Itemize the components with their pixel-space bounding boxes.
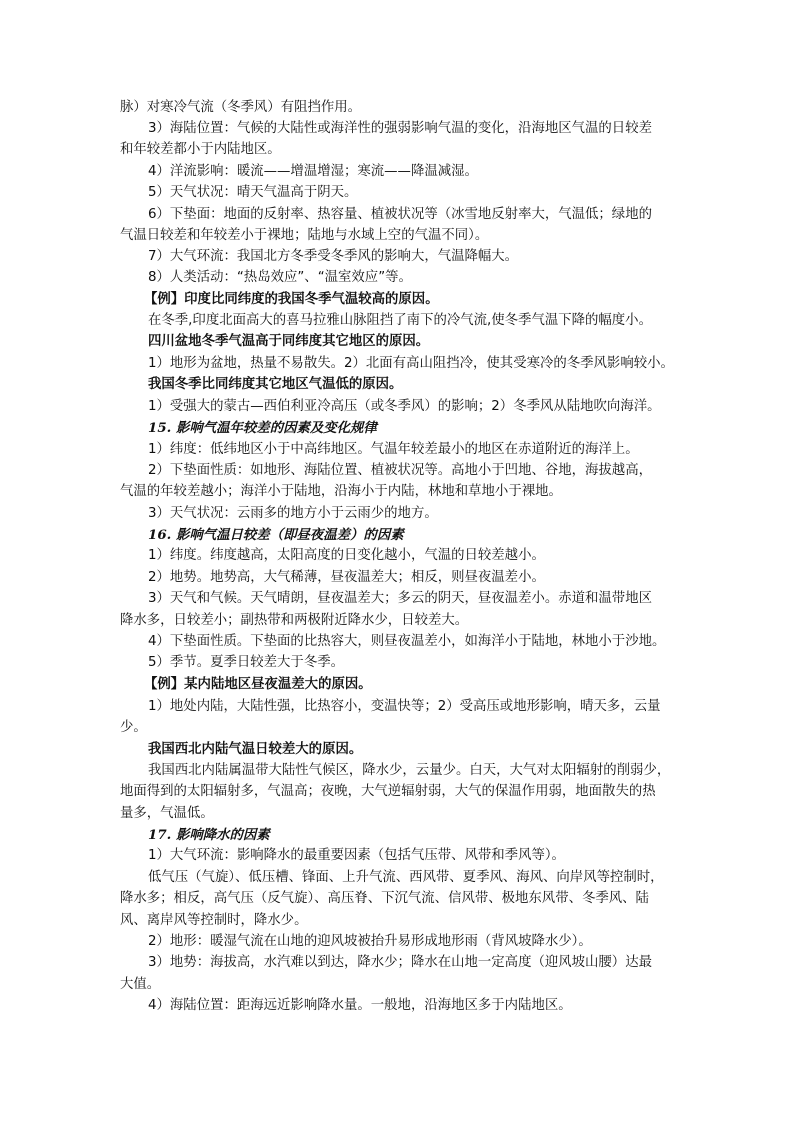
text-line: 7）大气环流：我国北方冬季受冬季风的影响大，气温降幅大。 <box>148 249 519 264</box>
question-heading: 四川盆地冬季气温高于同纬度其它地区的原因。 <box>148 334 430 349</box>
text-line: 气温日较差和年较差小于裸地；陆地与水域上空的气温不同）。 <box>120 228 489 243</box>
example-heading: 【例】某内陆地区昼夜温差大的原因。 <box>144 677 372 692</box>
text-line: 大值。 <box>120 977 161 992</box>
text-line: 2）下垫面性质：如地形、海陆位置、植被状况等。高地小于凹地、谷地，海拔越高， <box>148 463 652 478</box>
text-line: 1）地处内陆，大陆性强，比热容小，变温快等；2）受高压或地形影响，晴天多，云量 <box>148 699 661 714</box>
text-line: 脉）对寒冷气流（冬季风）有阻挡作用。 <box>120 100 362 115</box>
text-line: 4）海陆位置：距海远近影响降水量。一般地，沿海地区多于内陆地区。 <box>148 998 572 1013</box>
example-heading: 【例】印度比同纬度的我国冬季气温较高的原因。 <box>144 292 439 307</box>
text-line: 4）下垫面性质。下垫面的比热容大，则昼夜温差小，如海洋小于陆地，林地小于沙地。 <box>148 634 666 649</box>
text-line: 4）洋流影响：暖流——增温增湿；寒流——降温减湿。 <box>148 164 478 179</box>
text-line: 少。 <box>120 720 147 735</box>
text-line: 在冬季,印度北面高大的喜马拉雅山脉阻挡了南下的冷气流,使冬季气温下降的幅度小。 <box>148 313 652 328</box>
text-line: 3）海陆位置：气候的大陆性或海洋性的强弱影响气温的变化，沿海地区气温的日较差 <box>148 121 652 136</box>
text-line: 低气压（气旋）、低压槽、锋面、上升气流、西风带、夏季风、海风、向岸风等控制时， <box>148 870 664 885</box>
text-line: 3）天气状况：云雨多的地方小于云雨少的地方。 <box>148 506 438 521</box>
text-line: 1）地形为盆地，热量不易散失。2）北面有高山阻挡冷，使其受寒冷的冬季风影响较小。 <box>148 356 674 371</box>
text-line: 1）大气环流：影响降水的最重要因素（包括气压带、风带和季风等）。 <box>148 848 565 863</box>
text-line: 量多，气温低。 <box>120 806 214 821</box>
text-line: 2）地形：暖湿气流在山地的迎风坡被抬升易形成地形雨（背风坡降水少）。 <box>148 934 592 949</box>
text-line: 1）纬度：低纬地区小于中高纬地区。气温年较差最小的地区在赤道附近的海洋上。 <box>148 442 639 457</box>
text-line: 我国西北内陆属温带大陆性气候区，降水少，云量少。白天，大气对太阳辐射的削弱少， <box>148 763 671 778</box>
text-line: 风、离岸风等控制时，降水少。 <box>120 913 308 928</box>
text-line: 降水多，日较差小；副热带和两极附近降水少，日较差大。 <box>120 613 469 628</box>
text-line: 8）人类活动：“热岛效应”、“温室效应”等。 <box>148 270 412 285</box>
text-line: 3）地势：海拔高，水汽难以到达，降水少；降水在山地一定高度（迎风坡山腰）达最 <box>148 955 652 970</box>
text-line: 5）天气状况：晴天气温高于阴天。 <box>148 185 358 200</box>
text-line: 1）受强大的蒙古—西伯利亚冷高压（或冬季风）的影响；2）冬季风从陆地吹向海洋。 <box>148 399 661 414</box>
question-heading: 我国冬季比同纬度其它地区气温低的原因。 <box>148 377 403 392</box>
question-heading: 我国西北内陆气温日较差大的原因。 <box>148 742 363 757</box>
text-line: 5）季节。夏季日较差大于冬季。 <box>148 655 344 670</box>
text-line: 降水多；相反，高气压（反气旋）、高压脊、下沉气流、信风带、极地东风带、冬季风、陆 <box>120 891 649 906</box>
text-line: 3）天气和气候。天气晴朗，昼夜温差大；多云的阴天，昼夜温差小。赤道和温带地区 <box>148 591 652 606</box>
section-heading-16: 16. 影响气温日较差（即昼夜温差）的因素 <box>148 527 404 543</box>
text-line: 2）地势。地势高，大气稀薄，昼夜温差大；相反，则昼夜温差小。 <box>148 570 545 585</box>
text-line: 气温的年较差越小；海洋小于陆地，沿海小于内陆，林地和草地小于裸地。 <box>120 484 562 499</box>
text-line: 1）纬度。纬度越高，太阳高度的日变化越小，气温的日较差越小。 <box>148 548 545 563</box>
section-heading-17: 17. 影响降水的因素 <box>148 827 270 843</box>
section-heading-15: 15. 影响气温年较差的因素及变化规律 <box>148 420 377 436</box>
text-line: 6）下垫面：地面的反射率、热容量、植被状况等（冰雪地反射率大，气温低；绿地的 <box>148 207 652 222</box>
text-line: 地面得到的太阳辐射多，气温高；夜晚，大气逆辐射弱，大气的保温作用弱，地面散失的热 <box>120 784 656 799</box>
text-line: 和年较差都小于内陆地区。 <box>120 142 281 157</box>
